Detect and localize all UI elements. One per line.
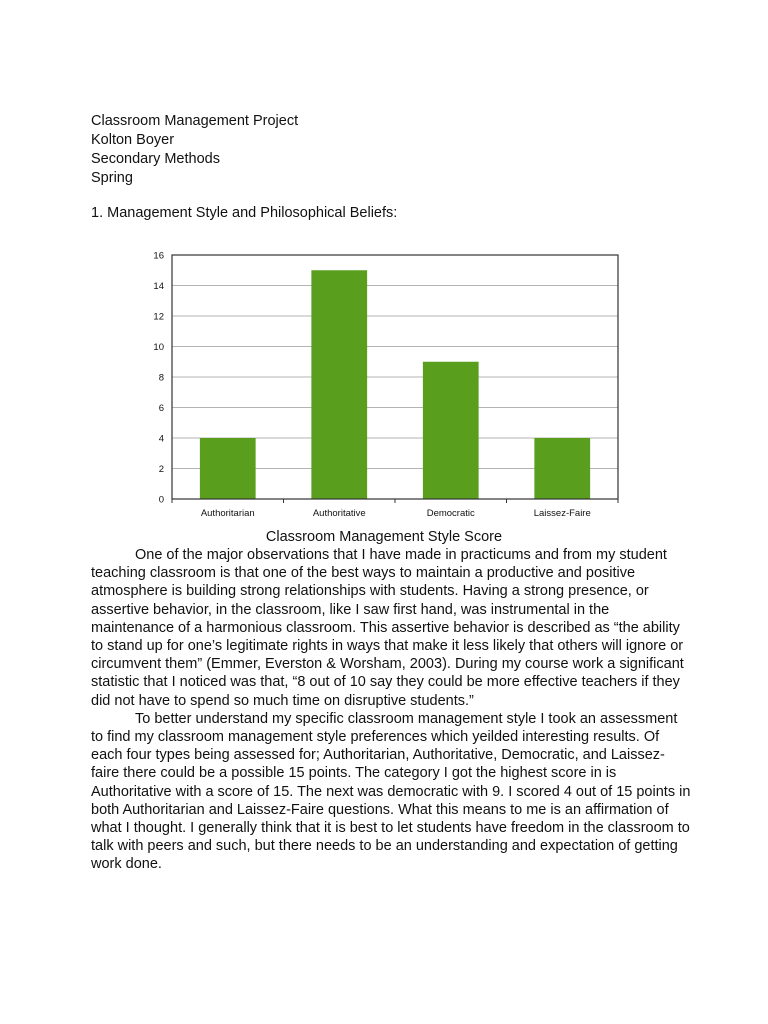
bar (534, 438, 590, 499)
bar-chart (130, 244, 630, 524)
document-title: Classroom Management Project (91, 113, 299, 129)
term-name: Spring (91, 170, 133, 186)
paragraph-2: To better understand my specific classroom management style I took an assessment to find my classroom management style preferences which yeilded interesting results. Of each four types being assessed for; Authoritarian, Authoritative, Democratic, and Laissez-faire there could be a possible 15 points. The category I got the highest score in is Authoritative with a score of 15. The next was democratic with 9. I scored 4 out of 15 points in both Authoritarian and Laissez-Faire questions. What this means to me is an affirmation of what I thought. I generally think that it is best to let students have freedom in the classroom to talk with peers and such, but there needs to be an understanding and expectation of getting work done. (91, 710, 691, 873)
x-tick-label: Democratic (426, 508, 475, 519)
bar-chart-svg (130, 244, 630, 524)
author-name: Kolton Boyer (91, 132, 175, 148)
y-tick-label: 8 (158, 372, 164, 384)
y-tick-label: 0 (158, 494, 164, 506)
bar (200, 438, 256, 499)
y-tick-label: 16 (153, 250, 164, 262)
x-tick-label: Laissez-Faire (533, 508, 591, 519)
body-text (91, 546, 691, 874)
course-name: Secondary Methods (91, 151, 220, 167)
x-tick-label: Authoritarian (200, 508, 255, 519)
bar (311, 270, 367, 499)
y-tick-label: 6 (158, 403, 164, 414)
y-tick-label: 2 (158, 464, 164, 475)
bar (423, 362, 479, 499)
y-tick-label: 12 (153, 311, 164, 323)
section-heading: 1. Management Style and Philosophical Beliefs: (91, 205, 398, 221)
x-tick-label: Authoritative (312, 508, 366, 519)
paragraph-1: One of the major observations that I have made in practicums and from my student teaching classroom is that one of the best ways to maintain a productive and positive atmosphere is building strong relationships with students. Having a strong presence, or assertive behavior, in the classroom, like I saw first hand, was instrumental in the maintenance of a harmonious classroom. This assertive behavior is described as “the ability to stand up for one’s legitimate rights in ways that make it less likely that others will ignore or circumvent them” (Emmer, Everston & Worsham, 2003). During my course work a significant statistic that I noticed was that, “8 out of 10 say they could be more effective teachers if they did not have to spend so much time on disruptive students.” (91, 547, 684, 709)
y-tick-label: 4 (158, 433, 164, 445)
y-tick-label: 14 (153, 281, 164, 292)
document-header (91, 112, 298, 188)
chart-caption: Classroom Management Style Score (265, 529, 503, 545)
y-tick-label: 10 (153, 342, 164, 353)
